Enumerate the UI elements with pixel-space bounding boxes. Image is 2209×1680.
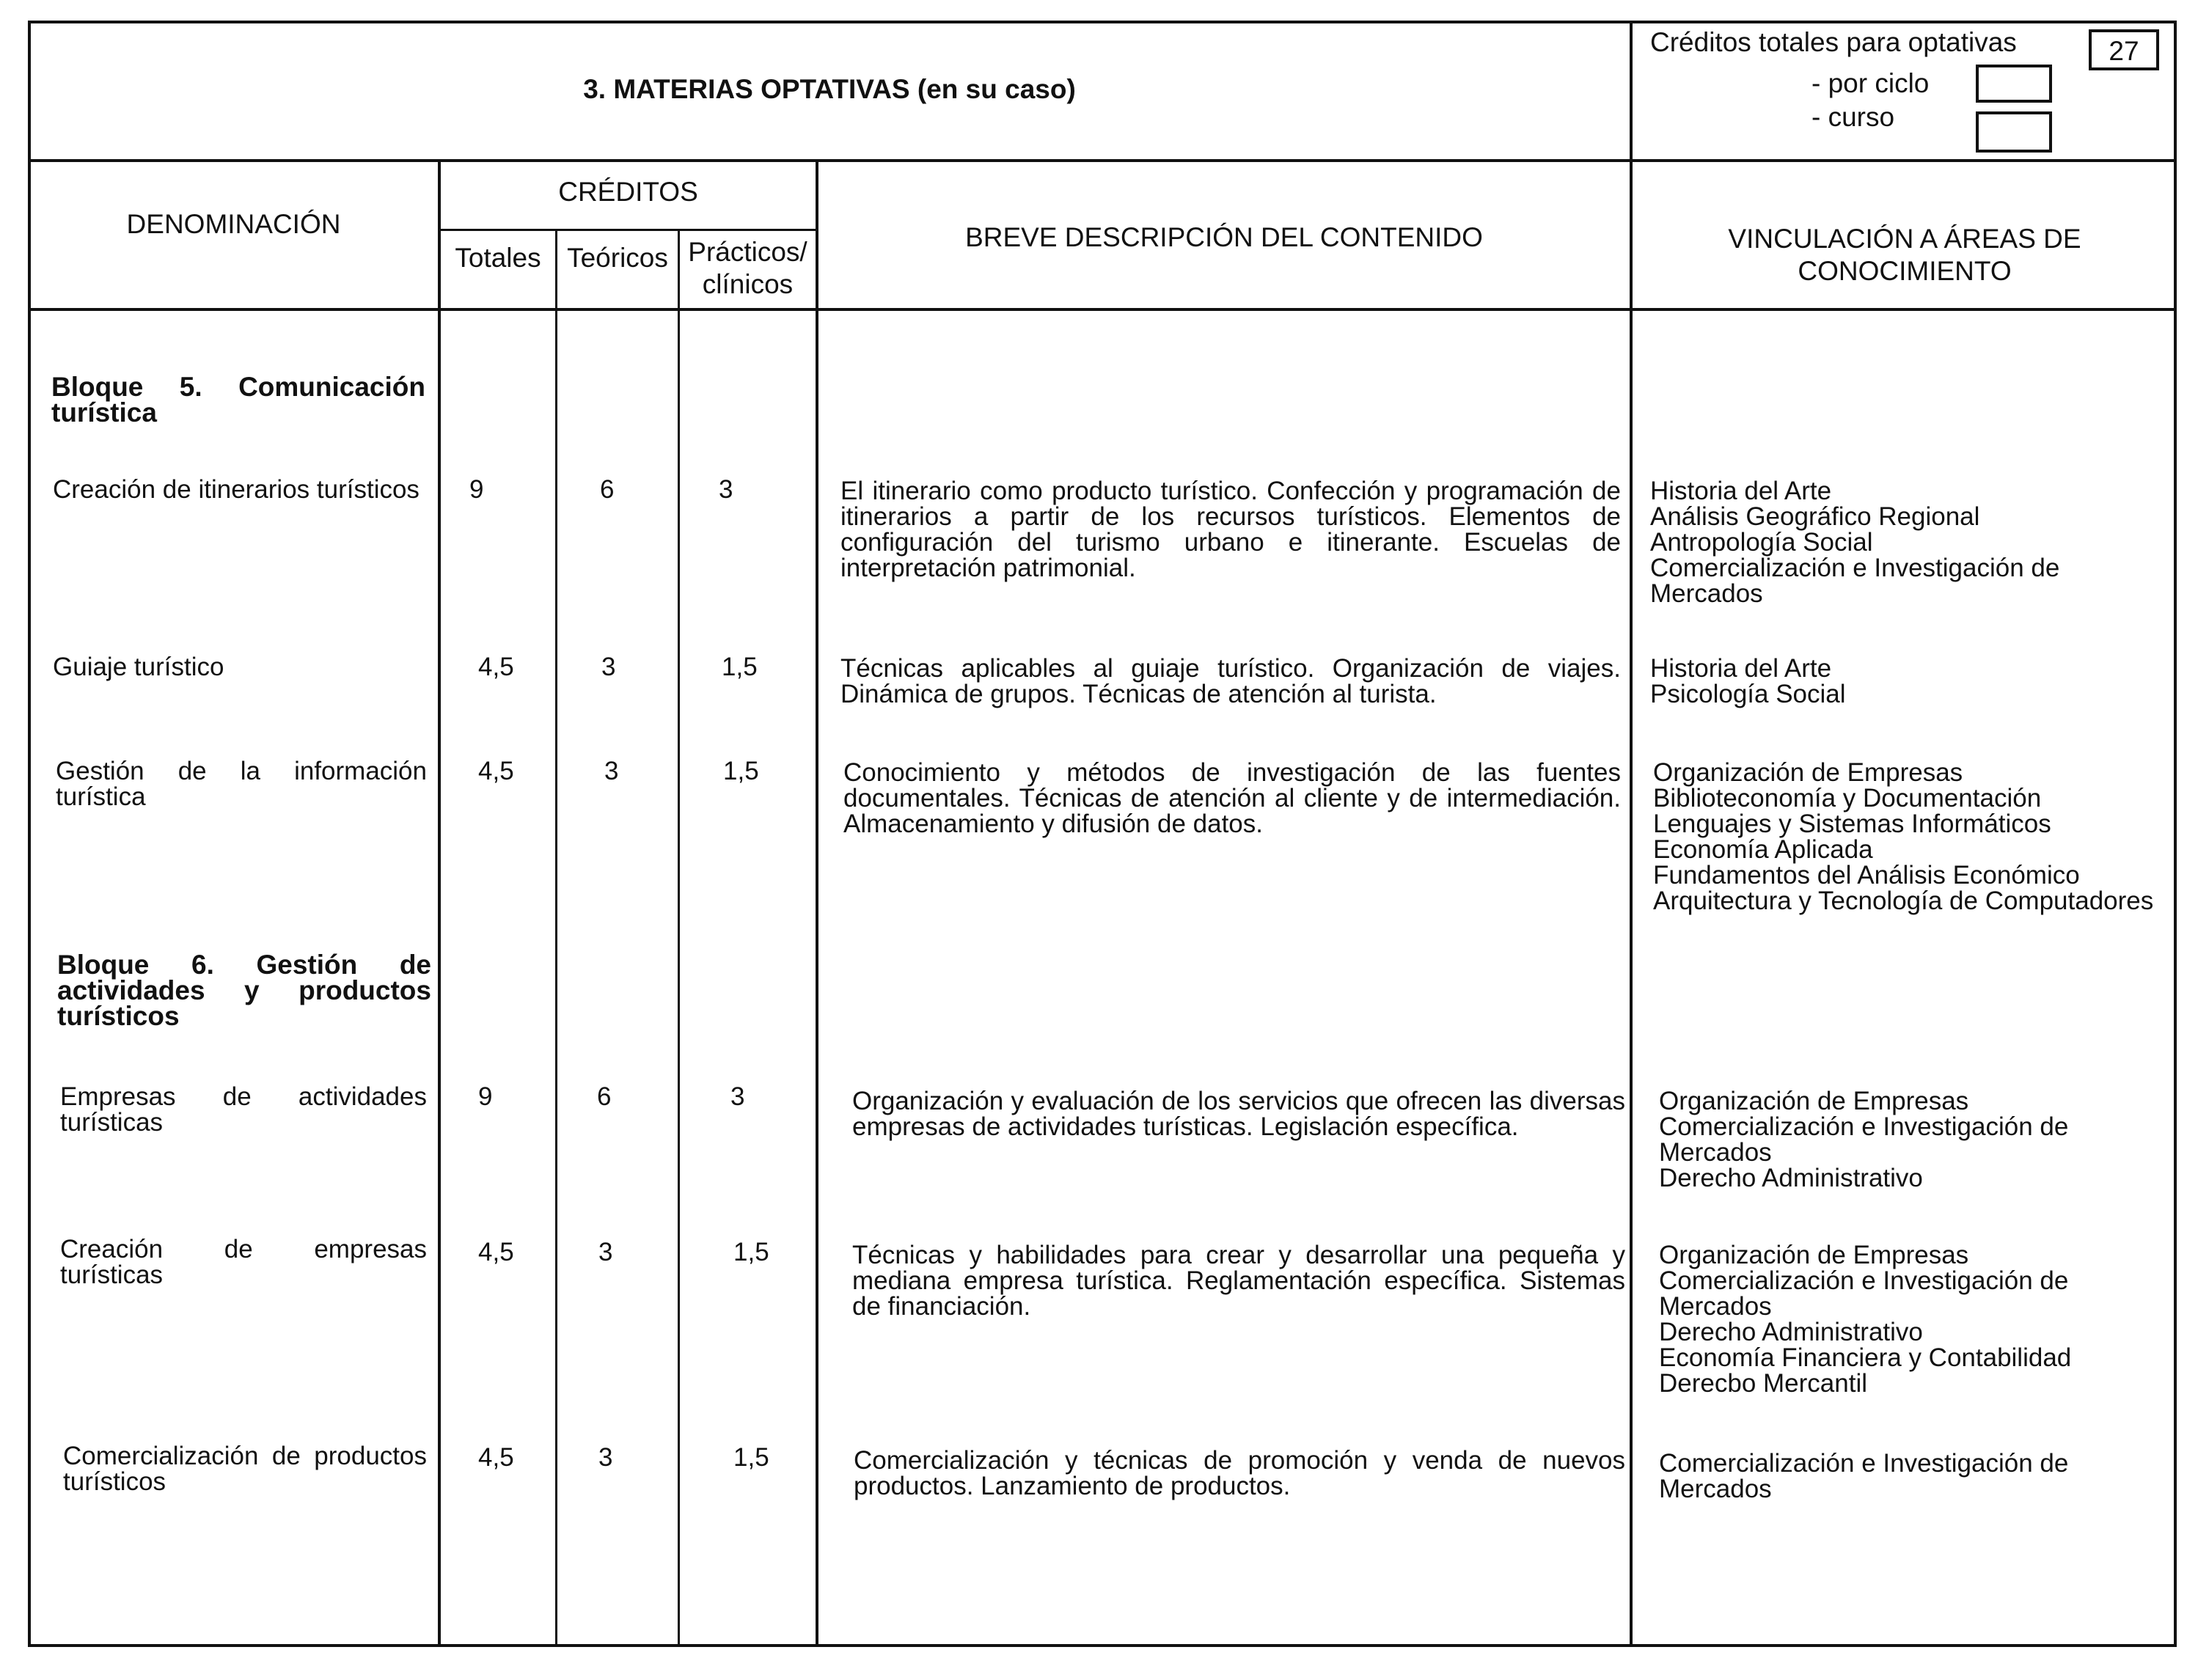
header-vinculacion (1633, 223, 2177, 287)
por-ciclo-box (1976, 65, 2052, 103)
knowledge-areas (1659, 1450, 2172, 1502)
subject-name: Creación de itinerarios turísticos (53, 475, 420, 504)
block-6-heading: Bloque 6. Gestión de actividades y productos turísticos (57, 950, 431, 1031)
area-item: Lenguajes y Sistemas Informáticos (1653, 810, 2051, 838)
area-item: Análisis Geográfico Regional (1650, 502, 1980, 531)
por-ciclo-label: - por ciclo (1811, 68, 1930, 98)
block-5-heading: Bloque 5. Comunicación turística (51, 372, 425, 428)
area-item: Historia del Arte (1650, 654, 1832, 683)
credits-totales: 9 (469, 475, 484, 504)
credits-practicos: 1,5 (723, 757, 759, 785)
subject-description: Conocimiento y métodos de investigación de las fuentes documentales. Técnicas de atención al cliente y de intermediación. Almacenamiento y difusión de datos. (843, 758, 1621, 838)
curso-label: - curso (1811, 102, 1895, 132)
area-item: Derecho Administrativo (1659, 1318, 1923, 1346)
header-practicos-line1: Prácticos/ (688, 237, 807, 267)
area-item: Comercialización e Investigación de Mercados (1650, 554, 2060, 608)
knowledge-areas (1659, 1088, 2172, 1191)
subject-name: Empresas de actividades turísticas (60, 1082, 427, 1137)
area-item: Economía Aplicada (1653, 835, 1873, 864)
subject-description: Organización y evaluación de los servicios que ofrecen las diversas empresas de actividades turísticas. Legislación específica. (852, 1087, 1625, 1141)
area-item: Comercialización e Investigación de Mercados (1659, 1266, 2069, 1321)
curso-box (1976, 111, 2052, 153)
area-item: Derecho Administrativo (1659, 1164, 1923, 1192)
area-item: Comercialización e Investigación de Mercados (1659, 1449, 2069, 1503)
credits-teoricos: 6 (597, 1082, 612, 1111)
header-descripcion: BREVE DESCRIPCIÓN DEL CONTENIDO (965, 222, 1483, 252)
area-item: Antropología Social (1650, 528, 1873, 557)
credits-teoricos: 3 (601, 653, 616, 681)
credits-subheader-divider (438, 229, 816, 231)
credits-totales: 4,5 (478, 757, 514, 785)
area-item: Fundamentos del Análisis Económico (1653, 861, 2080, 889)
subject-name: Creación de empresas turísticas (60, 1235, 427, 1289)
knowledge-areas (1650, 478, 2164, 606)
knowledge-areas (1653, 760, 2166, 914)
subject-description: El itinerario como producto turístico. Confección y programación de itinerarios a partir de los recursos turísticos. Elementos de configuración del turismo urbano e itinerante. Escuelas de interpretación patrimonial. (840, 477, 1621, 582)
subject-name: Gestión de la información turística (56, 757, 427, 811)
column-divider-teoricos (678, 229, 680, 1647)
header-practicos-line2: clínicos (702, 269, 794, 299)
credits-teoricos: 3 (604, 757, 619, 785)
area-item: Comercialización e Investigación de Mercados (1659, 1112, 2069, 1167)
header-denominacion: DENOMINACIÓN (126, 209, 341, 239)
subject-description: Técnicas aplicables al guiaje turístico. Organización de viajes. Dinámica de grupos. Técnicas de atención al turista. (840, 654, 1621, 708)
header-teoricos: Teóricos (567, 243, 668, 273)
header-totales: Totales (455, 243, 541, 273)
column-header-divider (28, 308, 2177, 311)
header-divider (28, 159, 2177, 162)
area-item: Organización de Empresas (1653, 758, 1963, 787)
header-vinculacion-line1: VINCULACIÓN A ÁREAS DE (1728, 224, 2081, 254)
credits-practicos: 1,5 (733, 1238, 769, 1266)
header-practicos (680, 236, 816, 301)
area-item: Organización de Empresas (1659, 1241, 1969, 1269)
knowledge-areas (1650, 656, 2164, 707)
area-item: Psicología Social (1650, 680, 1846, 708)
area-item: Economía Financiera y Contabilidad (1659, 1343, 2072, 1372)
credits-total-value: 27 (2109, 36, 2139, 66)
credits-totales: 9 (478, 1082, 493, 1111)
area-item: Historia del Arte (1650, 477, 1832, 505)
header-vinculacion-line2: CONOCIMIENTO (1798, 256, 2012, 286)
subject-name: Guiaje turístico (53, 653, 224, 681)
credits-practicos: 3 (719, 475, 733, 504)
subject-description: Técnicas y habilidades para crear y desarrollar una pequeña y mediana empresa turística. Reglamentación específica. Sistemas de financiación. (852, 1241, 1625, 1321)
header-creditos: CRÉDITOS (558, 177, 698, 207)
subject-description: Comercialización y técnicas de promoción y venda de nuevos productos. Lanzamiento de productos. (854, 1446, 1625, 1500)
credits-practicos: 1,5 (733, 1443, 769, 1472)
column-divider-denominacion (438, 161, 441, 1647)
area-item: Arquitectura y Tecnología de Computadores (1653, 887, 2154, 915)
subject-name: Comercialización de productos turísticos (63, 1442, 427, 1496)
area-item: Biblioteconomía y Documentación (1653, 784, 2042, 813)
credits-teoricos: 3 (598, 1443, 613, 1472)
area-item: Organización de Empresas (1659, 1087, 1969, 1115)
knowledge-areas (1659, 1242, 2172, 1396)
credits-totales: 4,5 (478, 1443, 514, 1472)
credits-totales: 4,5 (478, 653, 514, 681)
credits-practicos: 3 (730, 1082, 745, 1111)
credits-totales: 4,5 (478, 1238, 514, 1266)
credits-practicos: 1,5 (722, 653, 758, 681)
credits-teoricos: 6 (600, 475, 615, 504)
column-divider-totales (555, 229, 557, 1647)
area-item: Derecbo Mercantil (1659, 1369, 1867, 1398)
credits-teoricos: 3 (598, 1238, 613, 1266)
section-title: 3. MATERIAS OPTATIVAS (en su caso) (583, 74, 1076, 104)
credits-total-label: Créditos totales para optativas (1650, 27, 2017, 57)
column-divider-practicos (816, 161, 818, 1647)
